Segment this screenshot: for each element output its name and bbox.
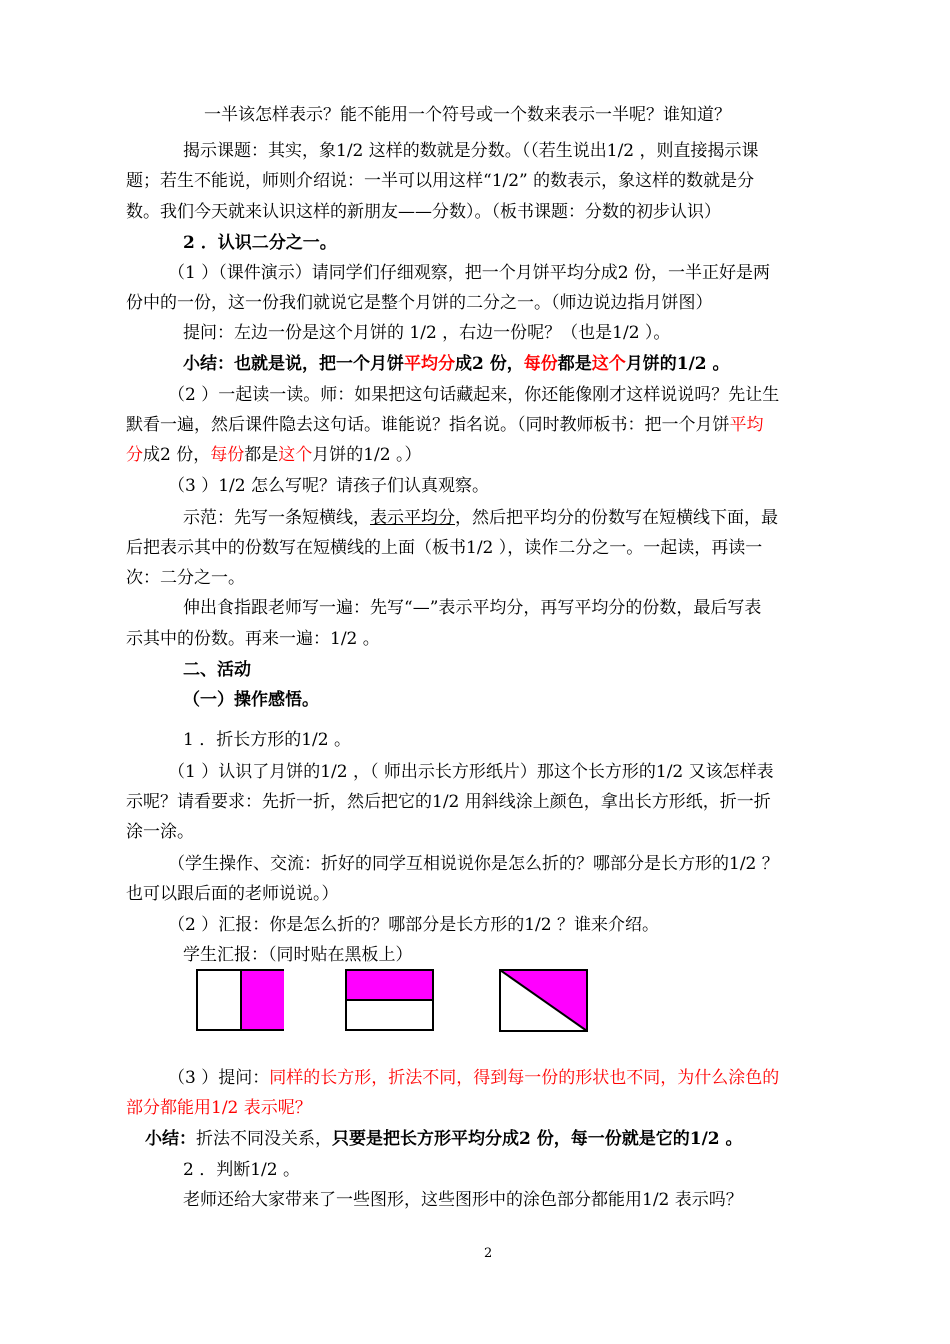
- text-line-6: （1 ）（课件演示）请同学们仔细观察，把一个月饼平均分成2 份，一半正好是两: [168, 263, 770, 283]
- section-heading-activity: 二、活动: [183, 660, 251, 680]
- text-line-21: 1 ．折长方形的1/2 。: [183, 730, 351, 750]
- underlined-text: 表示平均分: [370, 508, 455, 528]
- text-segment: 折法不同没关系，: [196, 1129, 332, 1149]
- shaded-half: [240, 971, 284, 1029]
- text-line-28: 学生汇报：（同时贴在黑板上）: [183, 945, 413, 965]
- text-line-33: 老师还给大家带来了一些图形，这些图形中的涂色部分都能用1/2 表示吗？: [183, 1190, 743, 1210]
- summary-bold-text: 只要是把长方形平均分成2 份，每一份就是它的1/2 。: [332, 1129, 743, 1149]
- red-text: 同样的长方形，折法不同，得到每一份的形状也不同，为什么涂色的: [269, 1068, 780, 1088]
- text-segment: 默看一遍，然后课件隐去这句话。谁能说？指名说。（同时教师板书：把一个月饼: [126, 415, 730, 435]
- section-heading-2: 2 ．认识二分之一。: [183, 233, 337, 253]
- text-line-2: 揭示课题：其实，象1/2 这样的数就是分数。（（若生说出1/2 ，则直接揭示课: [183, 141, 759, 161]
- summary-red-text: 每份: [523, 354, 558, 374]
- summary-label: 小结：: [145, 1129, 196, 1149]
- shaded-half: [347, 971, 432, 1001]
- summary-line-1: [183, 349, 730, 379]
- summary-text: 小结：也就是说，把一个月饼: [183, 354, 404, 374]
- page-number: 2: [484, 1246, 493, 1261]
- text-segment: （3 ）提问：: [168, 1068, 270, 1088]
- text-line-11: [126, 410, 764, 440]
- text-line-3: 题；若生不能说，师则介绍说：一半可以用这样“1/2” 的数表示，象这样的数就是分: [126, 171, 755, 191]
- text-line-15: 后把表示其中的份数写在短横线的上面（板书1/2 ），读作二分之一。一起读，再读一: [126, 538, 763, 558]
- text-line-24: 涂一涂。: [126, 822, 194, 842]
- section-heading-operation: （一）操作感悟。: [183, 690, 319, 710]
- text-segment: 示范：先写一条短横线，: [183, 508, 370, 528]
- text-line-17: 伸出食指跟老师写一遍：先写“—”表示平均分，再写平均分的份数，最后写表: [183, 598, 762, 618]
- red-text: 这个: [278, 445, 313, 465]
- text-segment: 成2 份，: [143, 445, 211, 465]
- summary-red-text: 这个: [591, 354, 626, 374]
- text-line-29: [168, 1063, 779, 1093]
- text-line-30: 部分都能用1/2 表示呢？: [126, 1098, 312, 1118]
- text-line-10: （2 ）一起读一读。师：如果把这句话藏起来，你还能像刚才这样说说吗？先让生: [168, 385, 780, 405]
- summary-red-text: 平均分: [404, 354, 455, 374]
- rectangle-figure-horizontal-split: [345, 969, 434, 1031]
- text-segment: ，然后把平均分的份数写在短横线下面，最: [455, 508, 778, 528]
- rectangle-figure-diagonal-split: [499, 969, 588, 1032]
- text-line-8: 提问：左边一份是这个月饼的 1/2 ，右边一份呢？（也是1/2 ）。: [183, 323, 671, 343]
- summary-text: 都是: [557, 354, 592, 374]
- text-line-1: 一半该怎样表示？能不能用一个符号或一个数来表示一半呢？谁知道？: [204, 105, 731, 125]
- text-line-7: 份中的一份，这一份我们就说它是整个月饼的二分之一。（师边说边指月饼图）: [126, 293, 713, 313]
- rectangle-figure-vertical-split: [196, 969, 284, 1031]
- text-line-18: 示其中的份数。再来一遍：1/2 。: [126, 629, 380, 649]
- red-text: 分: [126, 445, 143, 465]
- text-segment: 都是: [244, 445, 279, 465]
- text-line-32: 2 ．判断1/2 。: [183, 1160, 300, 1180]
- red-text: 平均: [729, 415, 764, 435]
- text-line-12: [126, 440, 422, 470]
- text-line-14: [183, 503, 778, 533]
- text-line-13: （3 ）1/2 怎么写呢？请孩子们认真观察。: [168, 476, 489, 496]
- summary-line-2: [145, 1124, 743, 1154]
- text-line-26: 也可以跟后面的老师说说。）: [126, 884, 339, 904]
- text-line-23: 示呢？请看要求：先折一折，然后把它的1/2 用斜线涂上颜色，拿出长方形纸，折一折: [126, 792, 771, 812]
- text-line-25: （学生操作、交流：折好的同学互相说说你是怎么折的？哪部分是长方形的1/2 ？: [168, 854, 779, 874]
- summary-text: 成2 份，: [455, 354, 524, 374]
- text-line-22: （1 ）认识了月饼的1/2 ，（ 师出示长方形纸片）那这个长方形的1/2 又该怎样表: [168, 762, 774, 782]
- text-line-16: 次：二分之一。: [126, 568, 245, 588]
- summary-text: 月饼的1/2 。: [625, 354, 730, 374]
- red-text: 每份: [210, 445, 245, 465]
- text-segment: 月饼的1/2 。）: [312, 445, 422, 465]
- text-line-4: 数。我们今天就来认识这样的新朋友——分数）。（板书课题：分数的初步认识）: [126, 202, 721, 222]
- text-line-27: （2 ）汇报：你是怎么折的？哪部分是长方形的1/2 ？谁来介绍。: [168, 915, 659, 935]
